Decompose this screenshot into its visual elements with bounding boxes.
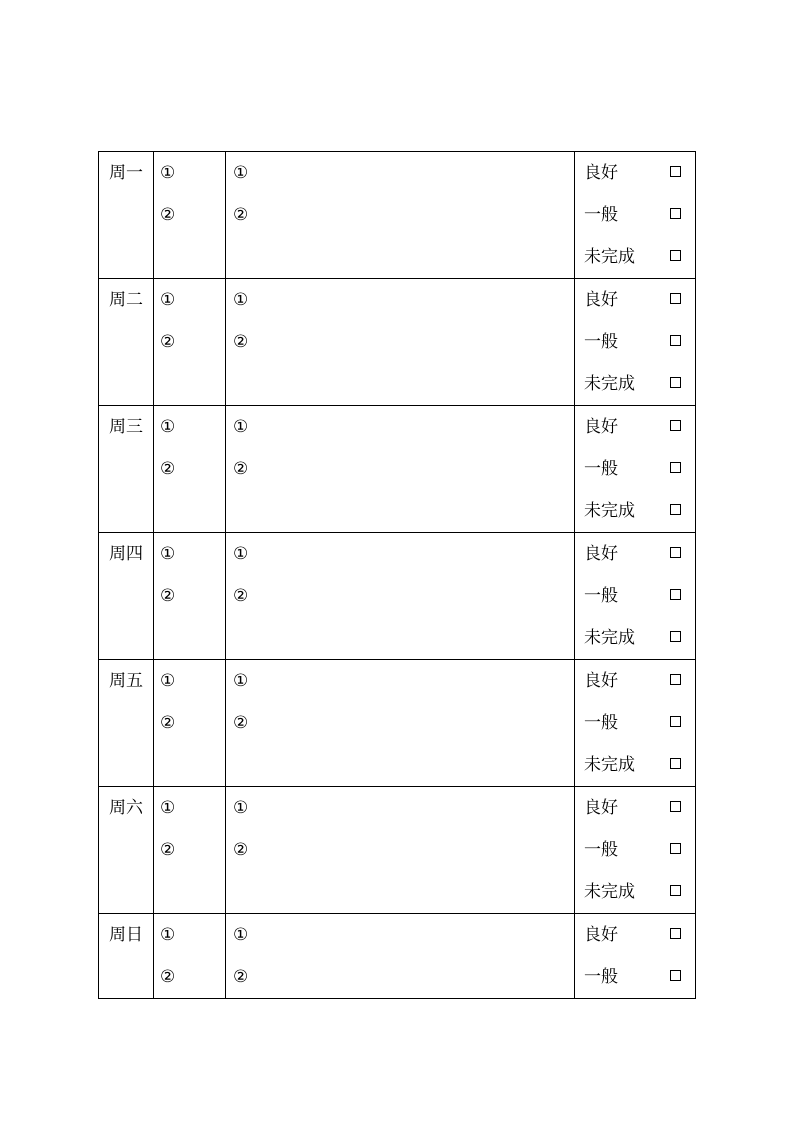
- evaluation-option-label: 良好: [584, 544, 618, 564]
- checkbox-icon[interactable]: [670, 293, 681, 304]
- evaluation-cell: [575, 152, 696, 279]
- goal-number: ②: [160, 586, 176, 606]
- content-number: ①: [233, 798, 249, 818]
- evaluation-option: [575, 363, 695, 405]
- plan-content-cell[interactable]: [226, 914, 575, 999]
- evaluation-option-label: 一般: [584, 332, 618, 352]
- checkbox-icon[interactable]: [670, 885, 681, 896]
- checkbox-icon[interactable]: [670, 674, 681, 685]
- content-number: ②: [233, 459, 249, 479]
- goal-number-cell[interactable]: [154, 660, 226, 787]
- evaluation-option-label: 一般: [584, 840, 618, 860]
- week-row: [99, 152, 696, 279]
- goal-number-cell[interactable]: [154, 914, 226, 999]
- goal-number-cell[interactable]: [154, 787, 226, 914]
- content-number: ①: [233, 925, 249, 945]
- week-row: [99, 279, 696, 406]
- checkbox-icon[interactable]: [670, 335, 681, 346]
- evaluation-option-label: 未完成: [584, 882, 635, 902]
- day-cell: [99, 787, 154, 914]
- checkbox-icon[interactable]: [670, 166, 681, 177]
- day-label: 周二: [109, 290, 143, 310]
- day-cell: [99, 279, 154, 406]
- content-number: ②: [233, 332, 249, 352]
- checkbox-icon[interactable]: [670, 377, 681, 388]
- day-cell: [99, 406, 154, 533]
- evaluation-cell: [575, 660, 696, 787]
- plan-content-cell[interactable]: [226, 406, 575, 533]
- goal-number-cell[interactable]: [154, 533, 226, 660]
- content-number: ①: [233, 671, 249, 691]
- evaluation-cell: [575, 279, 696, 406]
- evaluation-option: [575, 744, 695, 786]
- goal-number: ①: [160, 163, 176, 183]
- evaluation-option: [575, 533, 695, 575]
- plan-content-cell[interactable]: [226, 660, 575, 787]
- goal-number: ②: [160, 967, 176, 987]
- evaluation-option-label: 良好: [584, 798, 618, 818]
- checkbox-icon[interactable]: [670, 970, 681, 981]
- content-number: ②: [233, 205, 249, 225]
- evaluation-option: [575, 871, 695, 913]
- goal-number: ②: [160, 840, 176, 860]
- week-row: [99, 406, 696, 533]
- content-number: ②: [233, 840, 249, 860]
- evaluation-option: [575, 321, 695, 363]
- evaluation-option-label: 良好: [584, 290, 618, 310]
- checkbox-icon[interactable]: [670, 462, 681, 473]
- day-label: 周五: [109, 671, 143, 691]
- evaluation-option: [575, 829, 695, 871]
- goal-number: ①: [160, 925, 176, 945]
- checkbox-icon[interactable]: [670, 716, 681, 727]
- day-label: 周三: [109, 417, 143, 437]
- evaluation-option-label: 良好: [584, 163, 618, 183]
- evaluation-option: [575, 406, 695, 448]
- evaluation-option-label: 良好: [584, 671, 618, 691]
- evaluation-option-label: 一般: [584, 713, 618, 733]
- evaluation-option: [575, 575, 695, 617]
- evaluation-option-label: 未完成: [584, 628, 635, 648]
- evaluation-option-label: 未完成: [584, 755, 635, 775]
- evaluation-cell: [575, 787, 696, 914]
- checkbox-icon[interactable]: [670, 420, 681, 431]
- content-number: ①: [233, 417, 249, 437]
- evaluation-option-label: 一般: [584, 459, 618, 479]
- evaluation-option: [575, 787, 695, 829]
- plan-content-cell[interactable]: [226, 787, 575, 914]
- evaluation-option: [575, 448, 695, 490]
- day-cell: [99, 660, 154, 787]
- day-cell: [99, 533, 154, 660]
- checkbox-icon[interactable]: [670, 801, 681, 812]
- evaluation-option: [575, 236, 695, 278]
- day-cell: [99, 152, 154, 279]
- content-number: ①: [233, 163, 249, 183]
- checkbox-icon[interactable]: [670, 843, 681, 854]
- day-label: 周一: [109, 163, 143, 183]
- week-row: [99, 914, 696, 999]
- checkbox-icon[interactable]: [670, 208, 681, 219]
- goal-number: ①: [160, 417, 176, 437]
- evaluation-option-label: 未完成: [584, 501, 635, 521]
- goal-number: ②: [160, 713, 176, 733]
- week-row: [99, 533, 696, 660]
- evaluation-option: [575, 152, 695, 194]
- evaluation-cell: [575, 533, 696, 660]
- checkbox-icon[interactable]: [670, 758, 681, 769]
- evaluation-cell: [575, 406, 696, 533]
- evaluation-option: [575, 956, 695, 998]
- content-number: ①: [233, 544, 249, 564]
- goal-number-cell[interactable]: [154, 406, 226, 533]
- plan-content-cell[interactable]: [226, 533, 575, 660]
- day-cell: [99, 914, 154, 999]
- day-label: 周日: [109, 925, 143, 945]
- day-label: 周四: [109, 544, 143, 564]
- week-row: [99, 660, 696, 787]
- evaluation-option: [575, 617, 695, 659]
- content-number: ②: [233, 713, 249, 733]
- evaluation-option-label: 未完成: [584, 374, 635, 394]
- content-number: ①: [233, 290, 249, 310]
- goal-number-cell[interactable]: [154, 152, 226, 279]
- evaluation-option-label: 一般: [584, 205, 618, 225]
- evaluation-option: [575, 702, 695, 744]
- checkbox-icon[interactable]: [670, 504, 681, 515]
- evaluation-option-label: 一般: [584, 586, 618, 606]
- weekly-plan-body: [99, 152, 696, 999]
- plan-content-cell[interactable]: [226, 279, 575, 406]
- content-number: ②: [233, 586, 249, 606]
- checkbox-icon[interactable]: [670, 928, 681, 939]
- checkbox-icon[interactable]: [670, 547, 681, 558]
- evaluation-option-label: 未完成: [584, 247, 635, 267]
- checkbox-icon[interactable]: [670, 250, 681, 261]
- goal-number: ①: [160, 544, 176, 564]
- goal-number: ②: [160, 205, 176, 225]
- content-number: ②: [233, 967, 249, 987]
- evaluation-option: [575, 490, 695, 532]
- week-row: [99, 787, 696, 914]
- goal-number: ①: [160, 671, 176, 691]
- checkbox-icon[interactable]: [670, 589, 681, 600]
- evaluation-option-label: 一般: [584, 967, 618, 987]
- day-label: 周六: [109, 798, 143, 818]
- evaluation-option: [575, 660, 695, 702]
- weekly-plan-table: [98, 151, 696, 999]
- plan-content-cell[interactable]: [226, 152, 575, 279]
- checkbox-icon[interactable]: [670, 631, 681, 642]
- goal-number: ②: [160, 332, 176, 352]
- evaluation-option-label: 良好: [584, 925, 618, 945]
- goal-number: ①: [160, 798, 176, 818]
- evaluation-option: [575, 194, 695, 236]
- goal-number: ①: [160, 290, 176, 310]
- goal-number-cell[interactable]: [154, 279, 226, 406]
- evaluation-option: [575, 279, 695, 321]
- evaluation-option-label: 良好: [584, 417, 618, 437]
- evaluation-option: [575, 914, 695, 956]
- evaluation-cell: [575, 914, 696, 999]
- goal-number: ②: [160, 459, 176, 479]
